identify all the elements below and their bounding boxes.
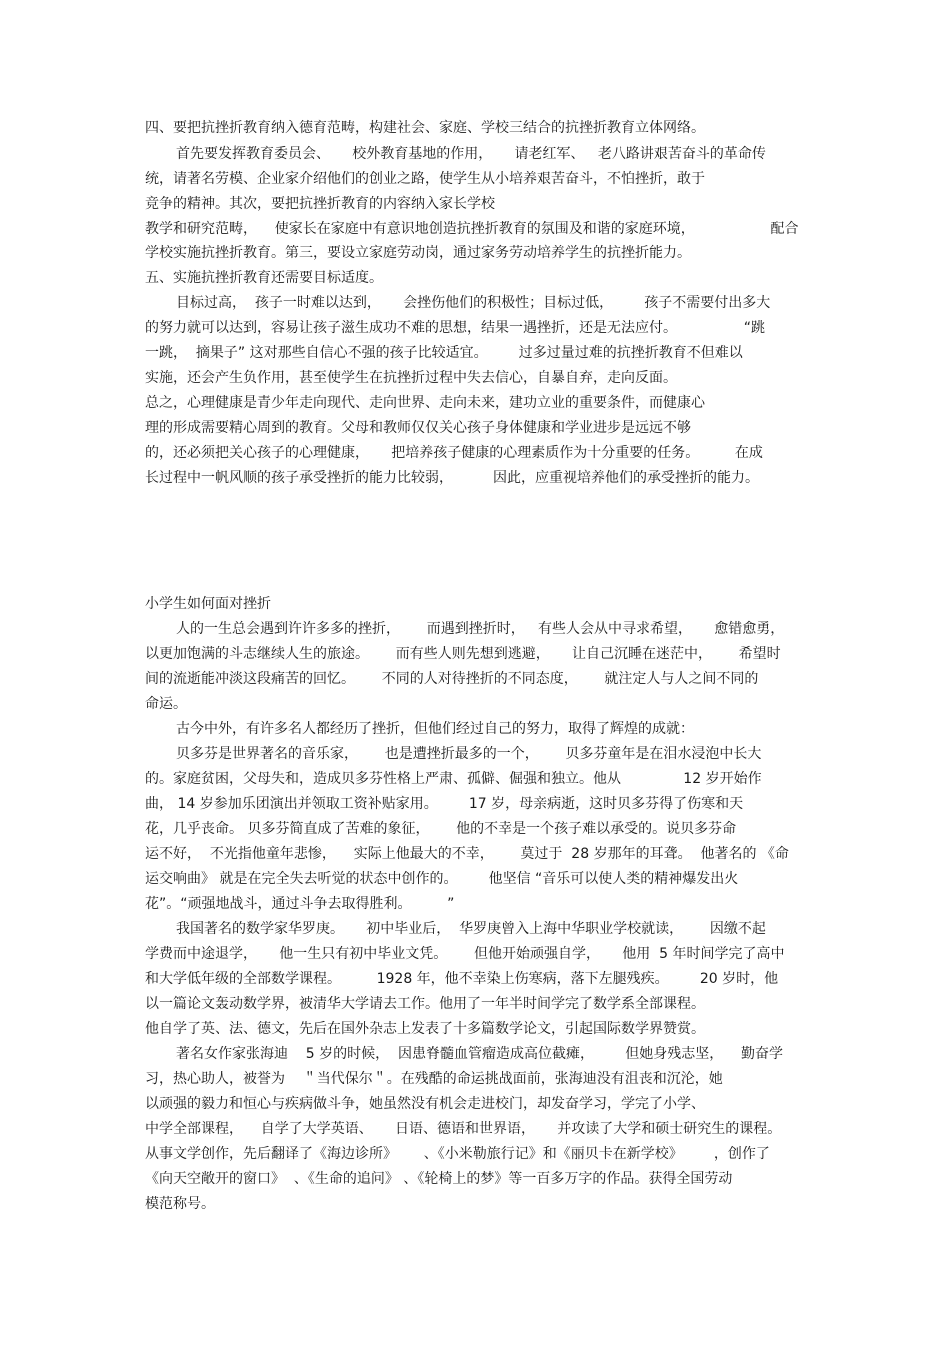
paragraph-line: 中学全部课程， 自学了大学英语、 日语、德语和世界语， 并攻读了大学和硕士研究生的课程。 [145,1121,782,1137]
paragraph-line: 运不好， 不光指他童年悲惨， 实际上他最大的不幸， 莫过于 28 岁那年的耳聋。 他著名的 《命 [145,846,789,862]
paragraph-line: 贝多芬是世界著名的音乐家， 也是遭挫折最多的一个， 贝多芬童年是在泪水浸泡中长大 [176,746,762,762]
paragraph-line: 曲， 14 岁参加乐团演出并领取工资补贴家用。 17 岁，母亲病逝，这时贝多芬得了伤寒和天 [145,796,744,812]
paragraph-line: 竞争的精神。其次，要把抗挫折教育的内容纳入家长学校 [145,196,495,212]
paragraph-line: 著名女作家张海迪 5 岁的时候， 因患脊髓血管瘤造成高位截瘫， 但她身残志坚， 勤奋学 [176,1046,784,1062]
paragraph-line: 古今中外，有许多名人都经历了挫折，但他们经过自己的努力，取得了辉煌的成就： [176,721,694,737]
paragraph-line: 花，几乎丧命。 贝多芬简直成了苦难的象征， 他的不幸是一个孩子难以承受的。说贝多芬命 [145,821,737,837]
paragraph-line: 的努力就可以达到，容易让孩子滋生成功不难的思想，结果一遇挫折，还是无法应付。 “跳 [145,320,766,336]
heading-section-four: 四、要把抗挫折教育纳入德育范畴，构建社会、家庭、学校三结合的抗挫折教育立体网络。 [145,120,705,136]
paragraph-line: 总之，心理健康是青少年走向现代、走向世界、走向未来，建功立业的重要条件，而健康心 [145,395,705,411]
paragraph-line: 一跳， 摘果子” 这对那些自信心不强的孩子比较适宜。 过多过量过难的抗挫折教育不但难以 [145,345,743,361]
paragraph-line: 从事文学创作，先后翻译了《海边诊所》 、《小米勒旅行记》和《丽贝卡在新学校》 ，创作了 [145,1146,770,1162]
paragraph-line: 以顽强的毅力和恒心与疾病做斗争，她虽然没有机会走进校门，却发奋学习，学完了小学、 [145,1096,705,1112]
paragraph-line: 学校实施抗挫折教育。第三，要设立家庭劳动岗，通过家务劳动培养学生的抗挫折能力。 [145,245,691,261]
paragraph-line: 他自学了英、法、德文，先后在国外杂志上发表了十多篇数学论文，引起国际数学界赞赏。 [145,1021,705,1037]
paragraph-line: 运交响曲》 就是在完全失去听觉的状态中创作的。 他坚信 “音乐可以使人类的精神爆发出火 [145,871,739,887]
paragraph-line: 以更加饱满的斗志继续人生的旅途。 而有些人则先想到逃避， 让自己沉睡在迷茫中， 希望时 [145,646,781,662]
paragraph-line: 的。家庭贫困，父母失和，造成贝多芬性格上严肃、孤僻、倔强和独立。他从 12 岁开始作 [145,771,762,787]
paragraph-line: 人的一生总会遇到许许多多的挫折， 而遇到挫折时， 有些人会从中寻求希望， 愈错愈勇， [176,621,785,637]
paragraph-line: 实施，还会产生负作用，甚至使学生在抗挫折过程中失去信心，自暴自弃，走向反面。 [145,370,677,386]
paragraph-line: 命运。 [145,696,187,712]
paragraph-line: 以一篇论文轰动数学界，被清华大学请去工作。他用了一年半时间学完了数学系全部课程。 [145,996,705,1012]
paragraph-line: 学费而中途退学， 他一生只有初中毕业文凭。 但他开始顽强自学， 他用 5 年时间学完了高中 [145,946,785,962]
paragraph-line: 间的流逝能冲淡这段痛苦的回忆。 不同的人对待挫折的不同态度， 就注定人与人之间不同的 [145,671,759,687]
paragraph-line: 习，热心助人，被誉为 ＂当代保尔＂。在残酷的命运挑战面前，张海迪没有沮丧和沉沦，她 [145,1071,723,1087]
paragraph-line: 目标过高， 孩子一时难以达到， 会挫伤他们的积极性；目标过低， 孩子不需要付出多大 [176,295,771,311]
paragraph-line: 的，还必须把关心孩子的心理健康， 把培养孩子健康的心理素质作为十分重要的任务。 在成 [145,445,763,461]
paragraph-line: 和大学低年级的全部数学课程。 1928 年，他不幸染上伤寒病，落下左腿残疾。 20 岁时，他 [145,971,779,987]
paragraph-line: 统，请著名劳模、企业家介绍他们的创业之路，使学生从小培养艰苦奋斗，不怕挫折，敢于 [145,171,705,187]
paragraph-line: 花”。“顽强地战斗，通过斗争去取得胜利。 ” [145,896,455,912]
paragraph-line: 我国著名的数学家华罗庚。 初中毕业后， 华罗庚曾入上海中华职业学校就读， 因缴不起 [176,921,766,937]
paragraph-line: 教学和研究范畴， 使家长在家庭中有意识地创造抗挫折教育的氛围及和谐的家庭环境， 配合 [145,221,799,237]
heading-section-five: 五、实施抗挫折教育还需要目标适度。 [145,270,383,286]
article-title: 小学生如何面对挫折 [145,596,271,612]
paragraph-line: 首先要发挥教育委员会、 校外教育基地的作用， 请老红军、 老八路讲艰苦奋斗的革命传 [176,146,766,162]
paragraph-line: 理的形成需要精心周到的教育。父母和教师仅仅关心孩子身体健康和学业进步是远远不够 [145,420,691,436]
paragraph-line: 《向天空敞开的窗口》 、《生命的追问》 、《轮椅上的梦》等一百多万字的作品。获得全国劳动 [145,1171,733,1187]
paragraph-line: 长过程中一帆风顺的孩子承受挫折的能力比较弱， 因此，应重视培养他们的承受挫折的能力。 [145,470,760,486]
paragraph-line: 模范称号。 [145,1196,215,1212]
